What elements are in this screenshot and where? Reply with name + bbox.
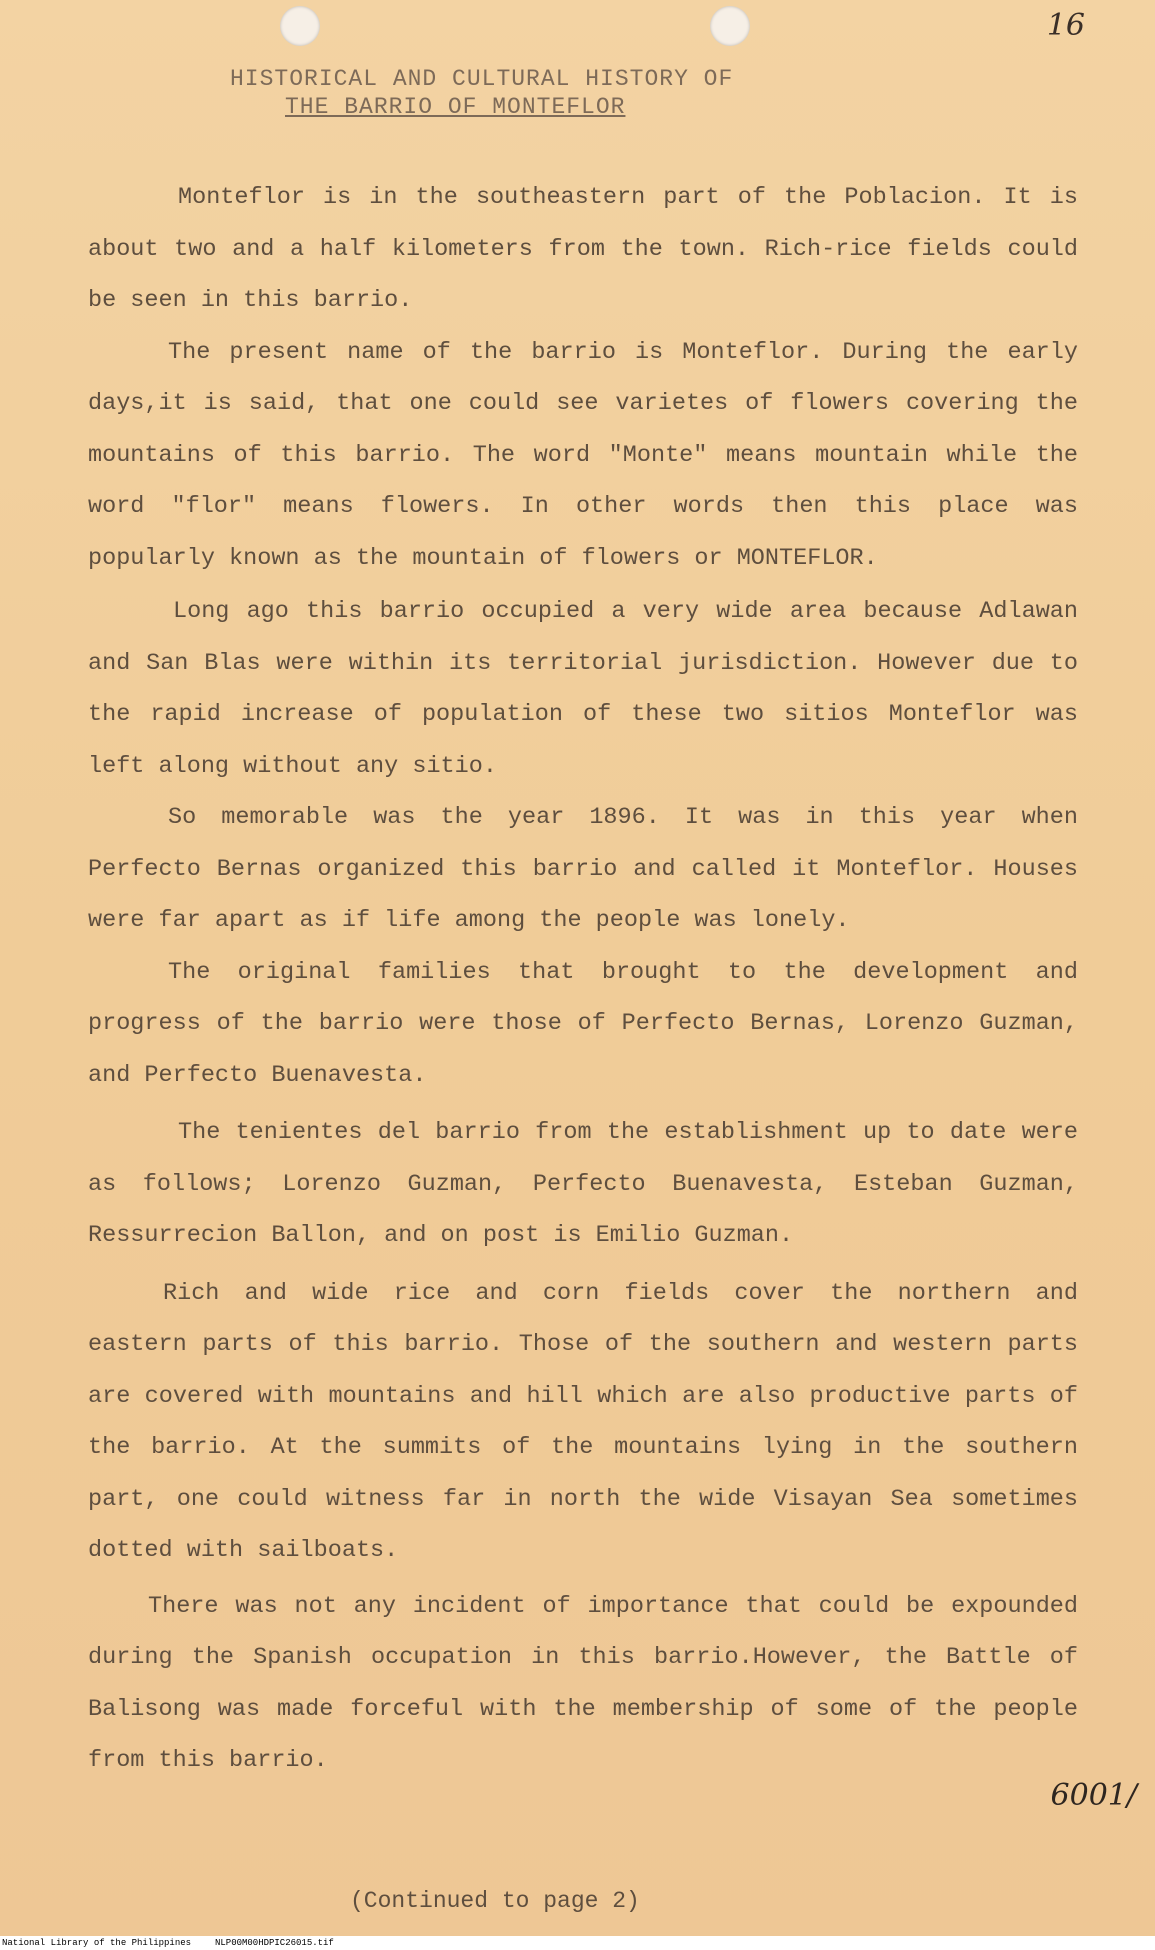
paragraph-8: There was not any incident of importance that could be expounded during the Spanish occupation in this barrio.However, the Battle of Balisong was made forceful with the membership of some of the people from this barrio.: [88, 1592, 1078, 1774]
title-line-1: HISTORICAL AND CULTURAL HISTORY OF: [230, 66, 734, 92]
handwritten-margin-mark: 6001/: [1050, 1778, 1137, 1813]
paragraph-7: Rich and wide rice and corn fields cover the northern and eastern parts of this barrio. Those of the southern and western parts are covered with mountains and hill which are also productive parts of the barrio. At the summits of the mountains lying in the southern part, one could witness far in north the wide Visayan Sea sometimes dotted with sailboats.: [88, 1279, 1078, 1564]
paragraph-3: Long ago this barrio occupied a very wide area because Adlawan and San Blas were within its territorial jurisdiction. However due to the rapid increase of population of these two sitios Monteflor was left along without any sitio.: [88, 598, 1078, 780]
document-body: [88, 172, 1078, 1787]
title-line-2: THE BARRIO OF MONTEFLOR: [285, 94, 626, 120]
paragraph-2: The present name of the barrio is Monteflor. During the early days,it is said, that one could see varietes of flowers covering the mountains of this barrio. The word "Monte" means mountain while the word "flor" means flowers. In other words then this place was popularly known as the mountain of flowers or MONTEFLOR.: [88, 338, 1078, 572]
paragraph-4: So memorable was the year 1896. It was in this year when Perfecto Bernas organized this barrio and called it Monteflor. Houses were far apart as if life among the people was lonely.: [88, 804, 1078, 934]
paragraph-1: Monteflor is in the southeastern part of the Poblacion. It is about two and a half kilometers from the town. Rich-rice fields could be seen in this barrio.: [88, 184, 1078, 314]
punch-hole-left: [280, 6, 320, 46]
continued-note: (Continued to page 2): [350, 1888, 640, 1914]
footer-library: National Library of the Philippines: [2, 1938, 192, 1948]
punch-hole-right: [710, 6, 750, 46]
paragraph-5: The original families that brought to the development and progress of the barrio were those of Perfecto Bernas, Lorenzo Guzman, and Perfecto Buenavesta.: [88, 958, 1078, 1089]
page-number: 16: [1046, 8, 1085, 43]
footer-filename: NLP00M00HDPIC26015.tif: [215, 1938, 334, 1948]
scan-footer: [0, 1936, 1155, 1950]
paragraph-6: The tenientes del barrio from the establishment up to date were as follows; Lorenzo Guzman, Perfecto Buenavesta, Esteban Guzman, Ressurrecion Ballon, and on post is Emilio Guzman.: [88, 1119, 1078, 1249]
